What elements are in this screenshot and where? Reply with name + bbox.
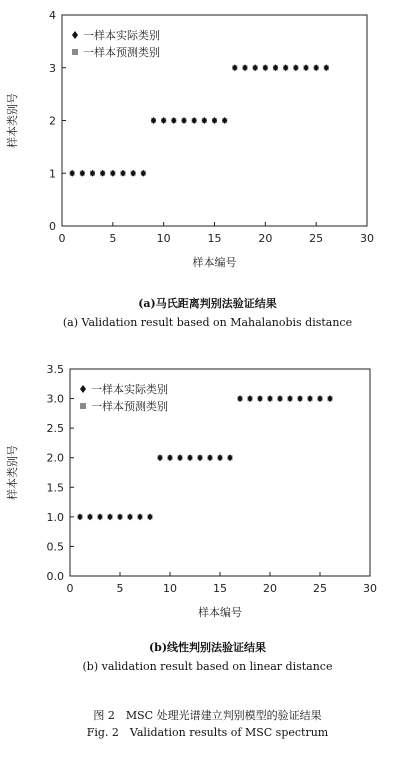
legend-actual-label: 一样本实际类别 (91, 383, 168, 396)
y-tick-label: 1.5 (46, 481, 64, 495)
caption-a-chinese: (a)马氏距离判别法验证结果 (138, 297, 277, 310)
y-tick-label: 1.0 (46, 510, 64, 524)
x-tick-label: 20 (263, 582, 277, 595)
y-tick-label: 0.0 (46, 570, 64, 583)
y-tick-label: 0.5 (46, 540, 64, 554)
y-tick-label: 4 (49, 9, 56, 22)
x-tick-label: 20 (258, 232, 273, 245)
x-tick-label: 25 (313, 582, 327, 595)
x-tick-label: 10 (163, 582, 177, 595)
legend-predicted-marker (80, 403, 86, 409)
x-tick-label: 15 (213, 582, 227, 595)
x-tick-label: 30 (363, 582, 377, 595)
x-axis-title: 样本编号 (198, 606, 242, 619)
y-tick-label: 2 (49, 114, 56, 128)
x-tick-label: 15 (207, 232, 222, 245)
x-tick-label: 25 (309, 232, 324, 245)
legend-actual-marker (72, 31, 78, 39)
legend-actual-label: 一样本实际类别 (83, 29, 160, 42)
x-tick-label: 0 (66, 582, 74, 595)
y-tick-label: 0 (49, 220, 56, 233)
legend-predicted-marker (72, 49, 78, 55)
y-tick-label: 2.5 (46, 422, 64, 436)
figure-title-english: Fig. 2 Validation results of MSC spectrum (86, 726, 329, 739)
x-tick-label: 5 (109, 232, 117, 245)
x-tick-label: 30 (360, 232, 374, 245)
y-tick-label: 3.5 (46, 363, 64, 376)
y-axis-title: 样本类别号 (6, 445, 19, 500)
caption-a-english: (a) Validation result based on Mahalanobis distance (62, 316, 353, 329)
chart-b (0, 345, 415, 635)
x-tick-label: 5 (116, 582, 124, 595)
y-tick-label: 2.0 (46, 451, 64, 465)
y-tick-label: 1 (49, 167, 56, 181)
legend-actual-marker (80, 385, 86, 393)
y-tick-label: 3 (49, 61, 56, 75)
caption-b-chinese: (b)线性判别法验证结果 (148, 641, 267, 654)
legend-predicted-label: 一样本预测类别 (91, 400, 168, 413)
x-axis-title: 样本编号 (192, 256, 237, 269)
x-tick-label: 0 (58, 232, 66, 245)
y-tick-label: 3.0 (46, 392, 64, 406)
legend-predicted-label: 一样本预测类别 (83, 46, 160, 59)
caption-b-english: (b) validation result based on linear distance (82, 660, 333, 673)
figure-title-chinese: 图 2 MSC 处理光谱建立判别模型的验证结果 (93, 709, 322, 722)
y-axis-title: 样本类别号 (6, 93, 19, 148)
x-tick-label: 10 (156, 232, 171, 245)
chart-a (0, 0, 415, 290)
